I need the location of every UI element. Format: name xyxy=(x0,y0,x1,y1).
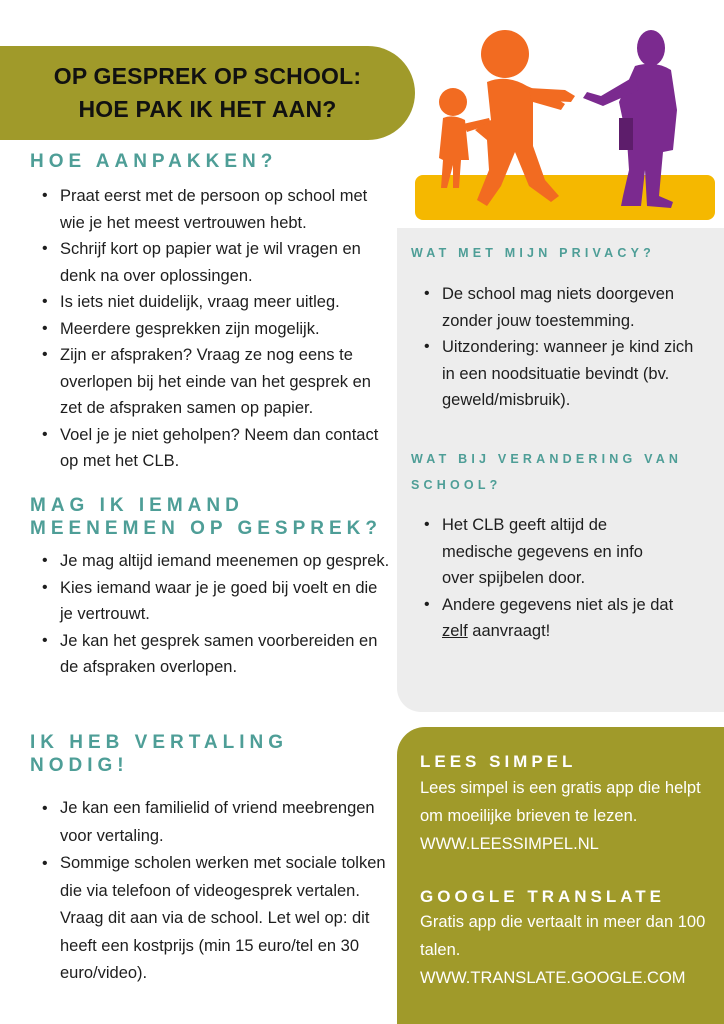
section-title-line: IK HEB VERTALING xyxy=(30,732,289,753)
list-item: • Zijn er afspraken? Vraag ze nog eens te overlopen bij het einde van het gesprek en zet de afspraken samen op papier. xyxy=(32,342,392,422)
section-title-meenemen xyxy=(30,494,382,540)
section-title-line: WAT BIJ VERANDERING VAN xyxy=(411,452,683,466)
section-title-vertaling xyxy=(30,731,288,777)
list-item: • Je mag altijd iemand meenemen op gesprek. xyxy=(32,548,394,575)
list-item: • Het CLB geeft altijd de medische gegevens en info over spijbelen door. xyxy=(414,512,674,592)
item-text: aanvraagt! xyxy=(467,622,551,640)
section-title-line: MAG IK IEMAND xyxy=(30,495,244,516)
title-banner xyxy=(0,46,415,140)
list-privacy xyxy=(414,281,704,414)
list-item: • Is iets niet duidelijk, vraag meer uitleg. xyxy=(32,289,392,316)
list-item: • Sommige scholen werken met sociale tolken die via telefoon of videogesprek vertalen. Vraag dit aan via de school. Let wel op: dit heeft een kostprijs (min 15 euro/tel en 30 euro/video). xyxy=(32,850,392,988)
section-title-hoe: HOE AANPAKKEN? xyxy=(30,151,278,172)
google-title: GOOGLE TRANSLATE xyxy=(420,887,666,906)
list-item: • Praat eerst met de persoon op school met wie je het meest vertrouwen hebt. xyxy=(32,183,392,236)
leessimpel-text: Lees simpel is een gratis app die helpt om moeilijke brieven te lezen. WWW.LEESSIMPEL.NL xyxy=(420,779,701,853)
list-item: • Meerdere gesprekken zijn mogelijk. xyxy=(32,316,392,343)
section-title-line: SCHOOL? xyxy=(411,478,502,492)
google-url: WWW.TRANSLATE.GOOGLE.COM xyxy=(420,969,686,987)
underlined-word: zelf xyxy=(442,622,468,640)
list-item: • Uitzondering: wanneer je kind zich in een noodsituatie bevindt (bv. geweld/misbruik). xyxy=(414,334,704,414)
list-vertaling xyxy=(32,795,392,988)
section-title-verandering xyxy=(411,446,682,498)
title-line-1: OP GESPREK OP SCHOOL: xyxy=(53,63,362,89)
google-text: Gratis app die vertaalt in meer dan 100 talen. xyxy=(420,913,706,959)
list-item: • Je kan het gesprek samen voorbereiden en de afspraken overlopen. xyxy=(32,628,394,681)
list-item: • Je kan een familielid of vriend meebrengen voor vertaling. xyxy=(32,795,392,850)
yellow-ground-bar xyxy=(415,175,715,220)
list-item xyxy=(414,592,674,645)
section-title-privacy: WAT MET MIJN PRIVACY? xyxy=(411,246,655,260)
section-title-line: NODIG! xyxy=(30,755,129,776)
section-title-line: MEENEMEN OP GESPREK? xyxy=(30,518,382,539)
title-line-2: HOE PAK IK HET AAN? xyxy=(78,96,337,122)
list-item: • Voel je je niet geholpen? Neem dan contact op met het CLB. xyxy=(32,422,392,475)
list-verandering xyxy=(414,512,674,645)
list-meenemen xyxy=(32,548,394,681)
list-hoe xyxy=(32,183,392,475)
child-figure xyxy=(439,88,491,188)
list-item: • De school mag niets doorgeven zonder jouw toestemming. xyxy=(414,281,704,334)
leessimpel-title: LEES SIMPEL xyxy=(420,752,577,771)
item-text: Andere gegevens niet als je dat xyxy=(442,595,674,614)
handshake-illustration xyxy=(415,20,724,230)
list-item: • Schrijf kort op papier wat je wil vragen en denk na over oplossingen. xyxy=(32,236,392,289)
list-item: • Kies iemand waar je je goed bij voelt en die je vertrouwt. xyxy=(32,575,394,628)
